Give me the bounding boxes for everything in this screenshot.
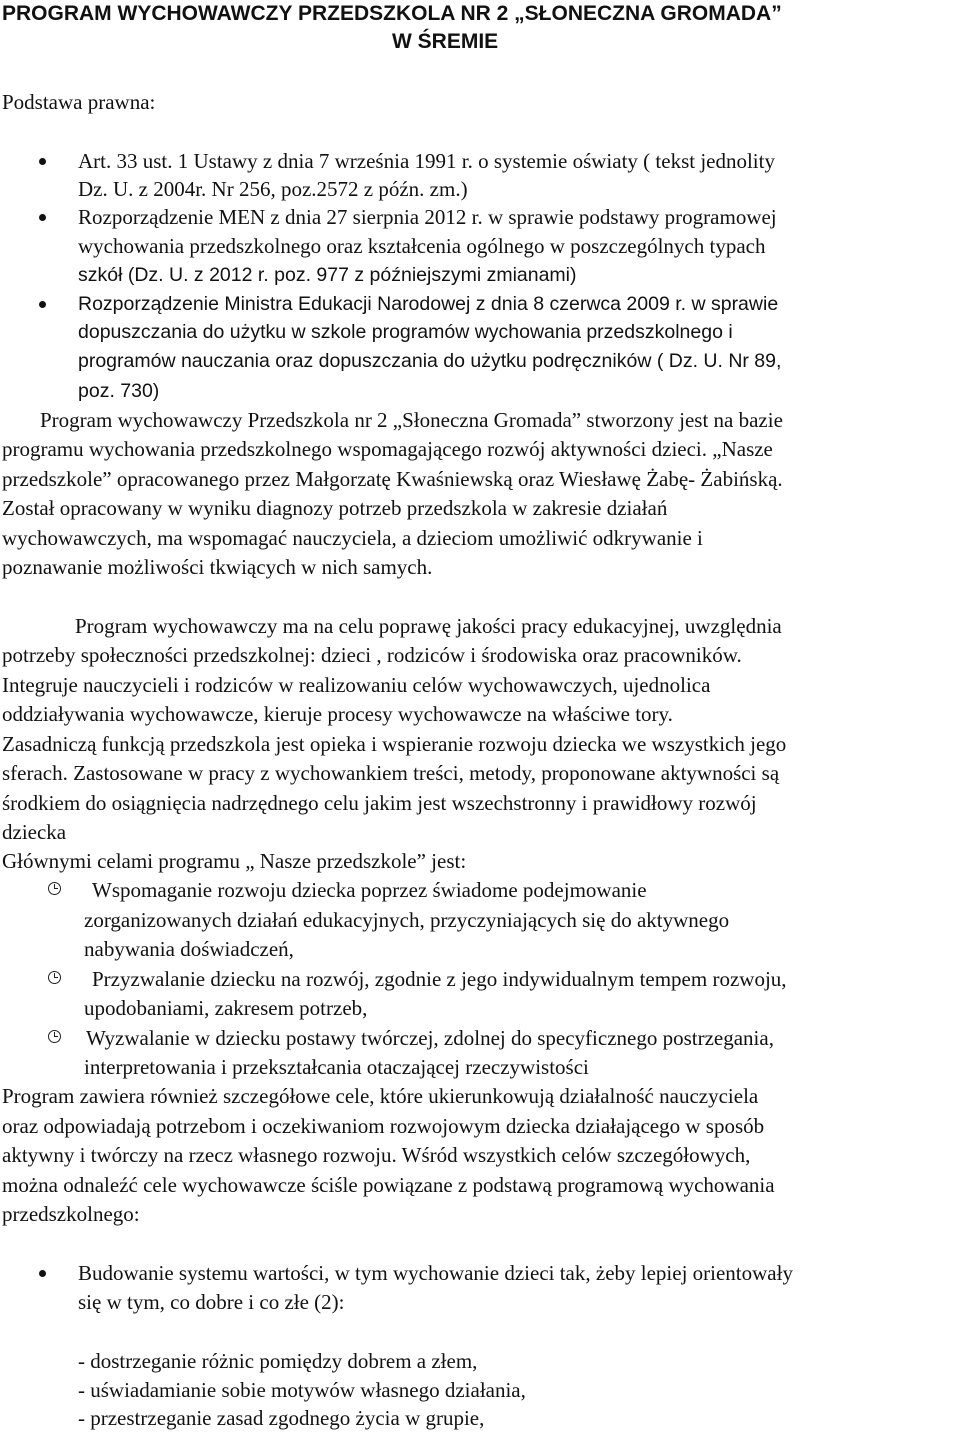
legal-basis-line: Rozporządzenie Ministra Edukacji Narodowej z dnia 8 czerwca 2009 r. w sprawie xyxy=(78,293,779,315)
legal-basis-line: programów nauczania oraz dopuszczania do użytku podręczników ( Dz. U. Nr 89, xyxy=(78,350,782,372)
legal-basis-line: Dz. U. z 2004r. Nr 256, poz.2572 z późn. zm.) xyxy=(78,177,468,201)
paragraph-line: można odnaleźć cele wychowawcze ściśle powiązane z podstawą programową wychowania xyxy=(2,1173,775,1197)
paragraph-line: oraz odpowiadają potrzebom i oczekiwaniom rozwojowym dziecka działającego w sposób xyxy=(2,1114,765,1138)
values-item-line: Budowanie systemu wartości, w tym wychowanie dzieci tak, żeby lepiej orientowały xyxy=(78,1261,793,1285)
paragraph-line: środkiem do osiągnięcia nadrzędnego celu jakim jest wszechstronny i prawidłowy rozwój xyxy=(2,791,757,815)
paragraph-line: programu wychowania przedszkolnego wspomagającego rozwój aktywności dzieci. „Nasze xyxy=(2,437,773,461)
document-title-line-1: PROGRAM WYCHOWAWCZY PRZEDSZKOLA NR 2 „SŁONECZNA GROMADA” xyxy=(2,2,782,25)
paragraph-line: Integruje nauczycieli i rodziców w realizowaniu celów wychowawczych, ujednolica xyxy=(2,673,711,697)
paragraph-line: Zasadniczą funkcją przedszkola jest opieka i wspieranie rozwoju dziecka we wszystkich jego xyxy=(2,732,787,756)
bullet-icon xyxy=(39,301,46,308)
clock-icon xyxy=(48,971,61,984)
goal-line: Wspomaganie rozwoju dziecka poprzez świadome podejmowanie xyxy=(92,878,647,902)
paragraph-line: wychowawczych, ma wspomagać nauczyciela, a dzieciom umożliwić odkrywanie i xyxy=(2,526,703,550)
goal-line: Wyzwalanie w dziecku postawy twórczej, zdolnej do specyficznego postrzegania, xyxy=(86,1026,774,1050)
legal-basis-label: Podstawa prawna: xyxy=(2,90,156,114)
paragraph-line: Głównymi celami programu „ Nasze przedszkole” jest: xyxy=(2,849,467,873)
legal-basis-line: wychowania przedszkolnego oraz kształcenia ogólnego w poszczególnych typach xyxy=(78,234,766,258)
paragraph-line: Program wychowawczy Przedszkola nr 2 „Słoneczna Gromada” stworzony jest na bazie xyxy=(40,408,783,432)
paragraph-line: potrzeby społeczności przedszkolnej: dzieci , rodziców i środowiska oraz pracowników. xyxy=(2,643,742,667)
paragraph-line: przedszkole” opracowanego przez Małgorzatę Kwaśniewską oraz Wiesławę Żabę- Żabińską. xyxy=(2,467,783,491)
paragraph-line: aktywny i twórczy na rzecz własnego rozwoju. Wśród wszystkich celów szczegółowych, xyxy=(2,1143,751,1167)
goal-line: zorganizowanych działań edukacyjnych, przyczyniających się do aktywnego xyxy=(84,908,730,932)
legal-basis-line: poz. 730) xyxy=(78,380,160,402)
paragraph-line: Program wychowawczy ma na celu poprawę jakości pracy edukacyjnej, uwzględnia xyxy=(75,614,782,638)
document-title-line-2: W ŚREMIE xyxy=(392,30,499,53)
legal-basis-line: dopuszczania do użytku w szkole programów wychowania przedszkolnego i xyxy=(78,321,733,343)
paragraph-line: oddziaływania wychowawcze, kieruje procesy wychowawcze na właściwe tory. xyxy=(2,702,673,726)
values-subitem: - przestrzeganie zasad zgodnego życia w grupie, xyxy=(78,1406,485,1430)
clock-icon xyxy=(48,1030,61,1043)
goal-line: nabywania doświadczeń, xyxy=(84,937,294,961)
paragraph-line: poznawanie możliwości tkwiących w nich samych. xyxy=(2,555,433,579)
clock-icon xyxy=(48,882,61,895)
goal-line: Przyzwalanie dziecku na rozwój, zgodnie z jego indywidualnym tempem rozwoju, xyxy=(92,967,787,991)
values-subitem: - uświadamianie sobie motywów własnego działania, xyxy=(78,1378,526,1402)
values-subitem: - dostrzeganie różnic pomiędzy dobrem a złem, xyxy=(78,1349,478,1373)
goal-line: upodobaniami, zakresem potrzeb, xyxy=(84,996,368,1020)
paragraph-line: Został opracowany w wyniku diagnozy potrzeb przedszkola w zakresie działań xyxy=(2,496,668,520)
legal-basis-line: szkół (Dz. U. z 2012 r. poz. 977 z późniejszymi zmianami) xyxy=(78,264,577,286)
bullet-icon xyxy=(39,1270,46,1277)
legal-basis-line: Art. 33 ust. 1 Ustawy z dnia 7 września 1991 r. o systemie oświaty ( tekst jednolity xyxy=(78,149,775,173)
paragraph-line: przedszkolnego: xyxy=(2,1202,140,1226)
paragraph-line: Program zawiera również szczegółowe cele, które ukierunkowują działalność nauczyciela xyxy=(2,1084,759,1108)
values-item-line: się w tym, co dobre i co złe (2): xyxy=(78,1290,345,1314)
paragraph-line: sferach. Zastosowane w pracy z wychowankiem treści, metody, proponowane aktywności są xyxy=(2,761,780,785)
bullet-icon xyxy=(39,214,46,221)
paragraph-line: dziecka xyxy=(2,820,67,844)
legal-basis-line: Rozporządzenie MEN z dnia 27 sierpnia 2012 r. w sprawie podstawy programowej xyxy=(78,205,777,229)
goal-line: interpretowania i przekształcania otaczającej rzeczywistości xyxy=(84,1055,589,1079)
bullet-icon xyxy=(39,158,46,165)
